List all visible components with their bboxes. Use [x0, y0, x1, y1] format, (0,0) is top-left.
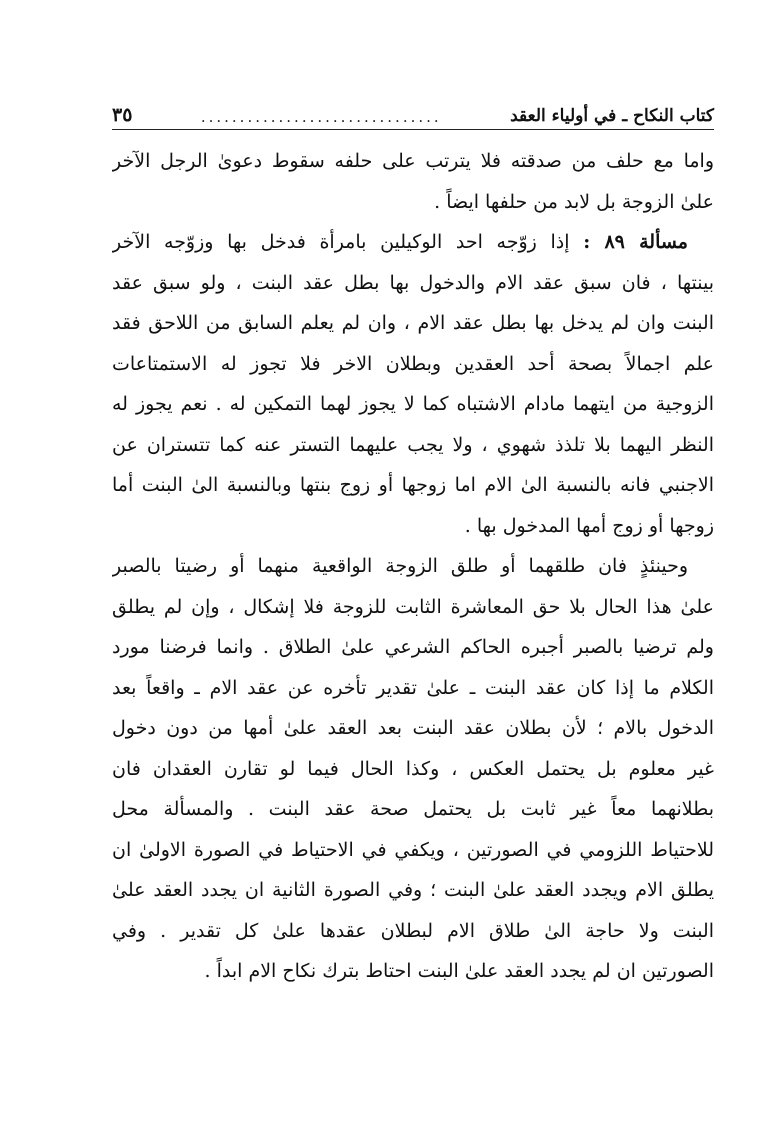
- text-line: بطلانهما معاً غير ثابت بل يحتمل صحة عقد البنت . والمسألة محل: [112, 798, 714, 820]
- running-header: [112, 96, 714, 130]
- text-line: الصورتين ان لم يجدد العقد علىٰ البنت احتاط بترك نكاح الام ابداً .: [204, 960, 714, 982]
- text-line: وحينئذٍ فان طلقهما أو طلق الزوجة الواقعية منهما أو رضيتا بالصبر: [112, 555, 688, 577]
- text-line: البنت وان لم يدخل بها بطل عقد الام ، وان لم يعلم السابق من اللاحق فقد: [112, 312, 714, 334]
- page-body: [112, 141, 714, 992]
- text-line: الاجنبي فانه بالنسبة الىٰ الام اما زوجها أو زوج بنتها وبالنسبة الىٰ البنت أما: [112, 474, 714, 496]
- text-line: بينتها ، فان سبق عقد الام والدخول بها بطل عقد البنت ، ولو سبق عقد: [112, 271, 714, 294]
- text-line: الدخول بالام ؛ لأن بطلان عقد البنت بعد العقد علىٰ أمها من دون دخول: [112, 717, 714, 739]
- text-line: يطلق الام ويجدد العقد علىٰ البنت ؛ وفي الصورة الثانية ان يجدد العقد علىٰ: [112, 879, 714, 901]
- text-line: غير معلوم بل يحتمل العكس ، وكذا الحال فيما لو تقارن العقدان فان: [112, 757, 714, 780]
- text-line: علم اجمالاً بصحة أحد العقدين وبطلان الاخر فلا تجوز له الاستمتاعات: [112, 352, 714, 375]
- text-line: الزوجية من ايتهما مادام الاشتباه كما لا يجوز لهما التمكين له . نعم يجوز له: [112, 393, 714, 415]
- running-header-title: كتاب النكاح ـ في أولياء العقد: [510, 106, 714, 126]
- text-line: واما مع حلف من صدقته فلا يترتب على حلفه سقوط دعوىٰ الرجل الآخر: [112, 150, 714, 172]
- issue-heading-line: [112, 222, 714, 263]
- text-line: للاحتياط اللزومي في الصورتين ، ويكفي في الاحتياط في الصورة الاولىٰ ان: [112, 838, 714, 861]
- text-line: علىٰ الزوجة بل لابد من حلفها ايضاً .: [434, 190, 714, 213]
- text-line: البنت ولا حاجة الىٰ طلاق الام لبطلان عقدها علىٰ كل تقدير . وفي: [112, 919, 714, 942]
- issue-text: إذا زوّجه احد الوكيلين بامرأة فدخل بها وزوّجه الآخر: [112, 231, 570, 253]
- issue-label: مسألة ٨٩ :: [583, 231, 688, 253]
- text-line: النظر اليهما بلا تلذذ شهوي ، ولا يجب عليهما التستر عنه كما تتستران عن: [112, 433, 714, 456]
- page-number: ٣٥: [112, 104, 133, 126]
- text-line: علىٰ هذا الحال بلا حق المعاشرة الثابت للزوجة فلا إشكال ، وإن لم يطلق: [112, 595, 714, 618]
- text-line: زوجها أو زوج أمها المدخول بها .: [464, 514, 714, 537]
- text-line: الكلام ما إذا كان عقد البنت ـ علىٰ تقدير تأخره عن عقد الام ـ واقعاً بعد: [112, 676, 714, 699]
- text-line: ولم ترضيا بالصبر أجبره الحاكم الشرعي علىٰ الطلاق . وانما فرضنا مورد: [112, 636, 714, 658]
- leader-dots: ...............................: [200, 108, 442, 126]
